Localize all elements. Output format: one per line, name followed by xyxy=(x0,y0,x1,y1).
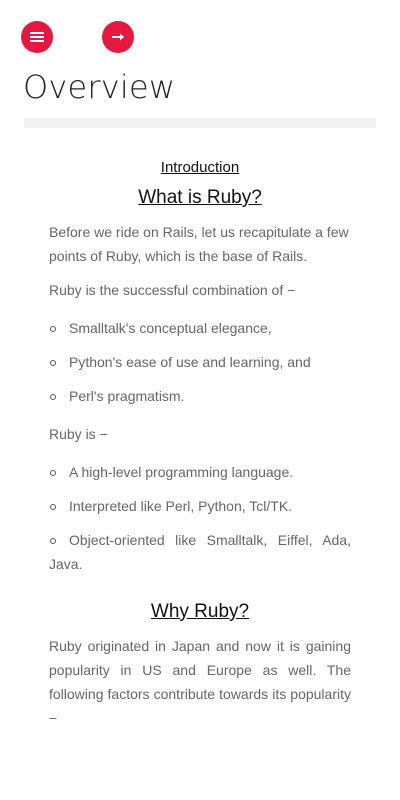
paragraph xyxy=(49,634,351,730)
list-item: Python's ease of use and learning, and xyxy=(49,350,351,374)
heading-why-ruby[interactable]: Why Ruby? xyxy=(150,601,250,622)
heading-what-is-ruby[interactable]: What is Ruby? xyxy=(138,187,262,208)
section-label[interactable]: Introduction xyxy=(160,159,240,176)
paragraph: Ruby is the successful combination of − xyxy=(49,282,296,298)
hamburger-menu-icon xyxy=(30,31,44,43)
paragraph: Ruby is − xyxy=(49,426,108,442)
paragraph: Before we ride on Rails, let us recapitulate a few points of Ruby, which is the base of Rails. xyxy=(49,224,349,264)
arrow-right-icon xyxy=(112,33,124,41)
list-item: Perl's pragmatism. xyxy=(49,384,351,408)
list-item: Object-oriented like Smalltalk, Eiffel, Ada, Java. xyxy=(49,528,351,576)
article-content xyxy=(49,150,351,740)
menu-button[interactable] xyxy=(21,21,53,53)
title-divider xyxy=(24,118,376,128)
next-page-button[interactable] xyxy=(102,21,134,53)
bullet-list xyxy=(49,460,351,576)
paragraph-text: Ruby originated in Japan and now it is gaining popularity in US and Europe as well. The following factors contribute towards its popularity − xyxy=(49,638,351,726)
bullet-list xyxy=(49,316,351,408)
list-item: A high-level programming language. xyxy=(49,460,351,484)
list-item: Interpreted like Perl, Python, Tcl/TK. xyxy=(49,494,351,518)
page-title: Overview xyxy=(23,68,176,106)
list-item: Smalltalk's conceptual elegance, xyxy=(49,316,351,340)
